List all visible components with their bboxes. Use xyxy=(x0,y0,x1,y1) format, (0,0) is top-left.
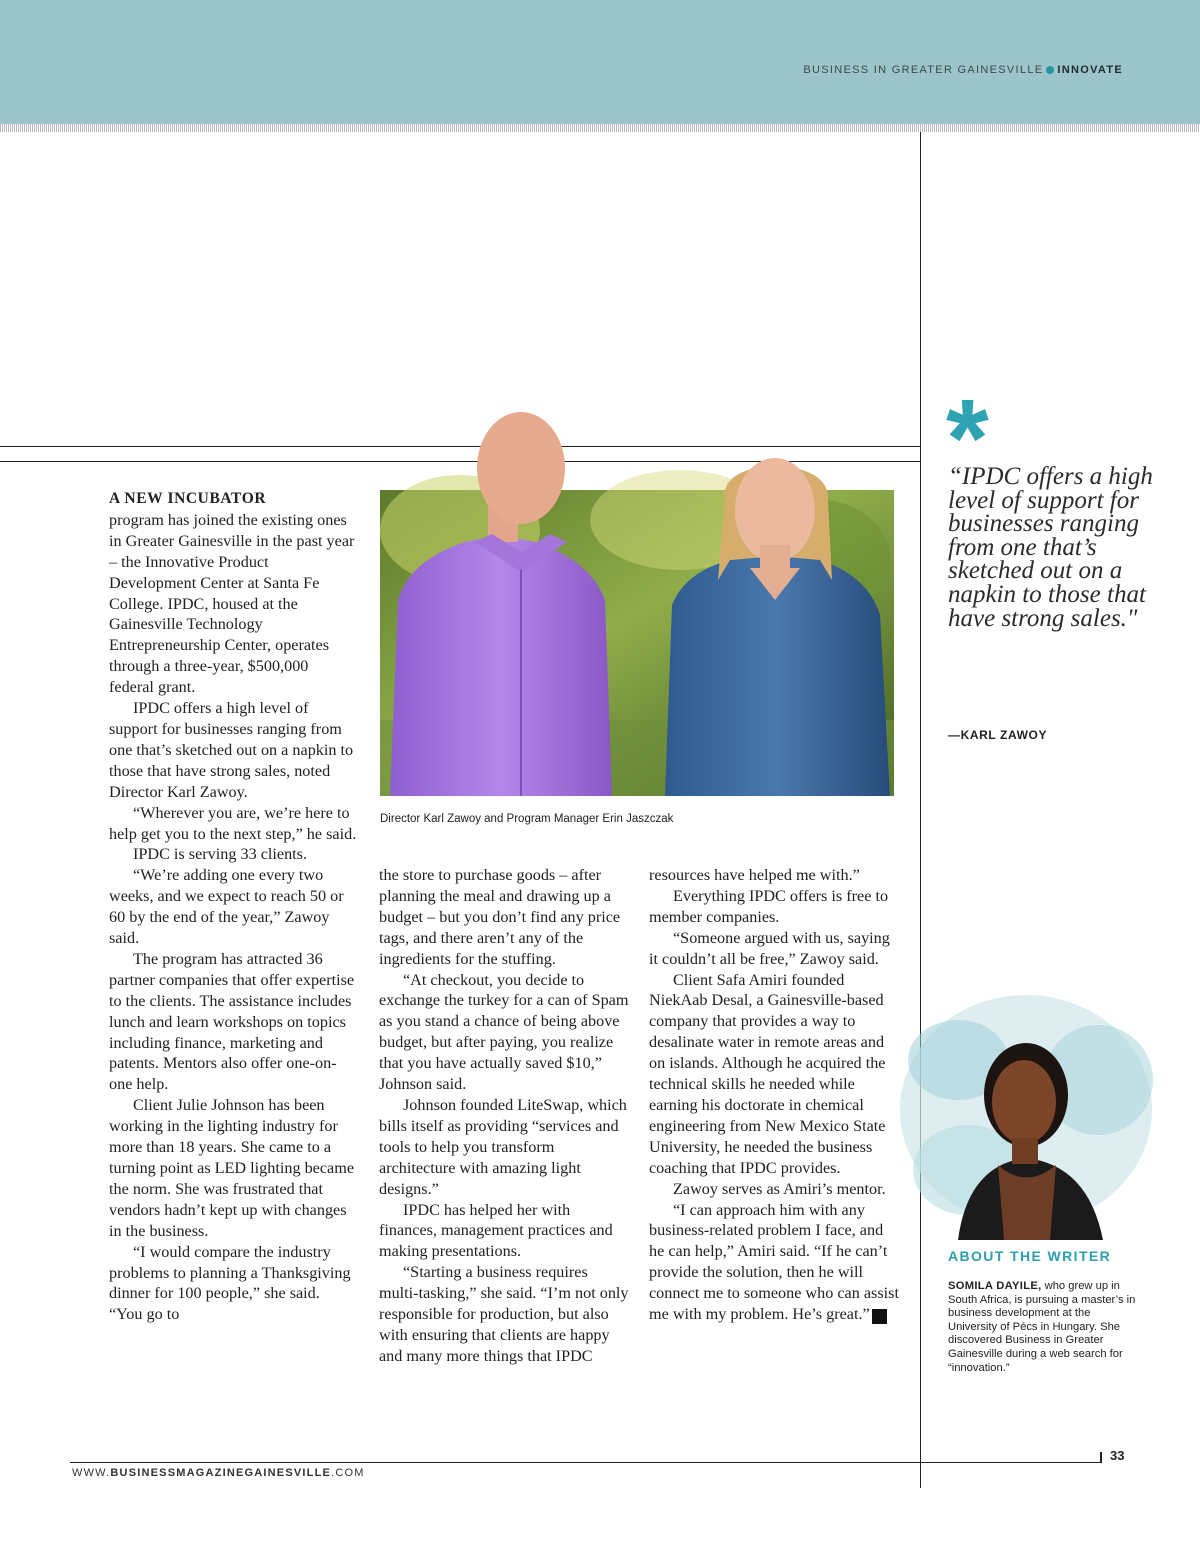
running-header-publication: BUSINESS IN GREATER GAINESVILLE xyxy=(803,64,1044,76)
paragraph: “Wherever you are, we’re here to help get you to the next step,” he said. xyxy=(109,803,357,843)
writer-name: SOMILA DAYILE, xyxy=(948,1280,1042,1292)
article-column-3 xyxy=(649,865,905,1325)
article-photo xyxy=(380,490,894,796)
paragraph: “I would compare the industry problems to planning a Thanksgiving dinner for 100 people,” she said. “You go to xyxy=(109,1242,351,1324)
about-writer-heading: ABOUT THE WRITER xyxy=(948,1248,1112,1264)
end-mark-icon: B xyxy=(872,1309,887,1324)
paragraph: The program has attracted 36 partner companies that offer expertise to the clients. The assistance includes lunch and learn workshops on topics including finance, marketing and patents. Mentors also offer one-on-one help. xyxy=(109,949,355,1094)
paragraph: the store to purchase goods – after planning the meal and drawing up a budget – but you don’t find any price tags, and there aren’t any of the ingredients for the stuffing. xyxy=(379,866,621,968)
paragraph: program has joined the existing ones in Greater Gainesville in the past year – the Innovative Product Development Center at Santa Fe College. IPDC, housed at the Gainesville Technology Entrepreneurship Center, operates through a three-year, $500,000 federal grant. xyxy=(109,510,355,697)
paragraph: Everything IPDC offers is free to member companies. xyxy=(649,886,889,926)
paragraph-last-text: “I can approach him with any business-related problem I face, and he can help,” Amiri said. “If he can’t provide the solution, then he will connect me to someone who can assist me with my problem. He’s great.” xyxy=(649,1200,899,1324)
paragraph: “Starting a business requires multi-tasking,” she said. “I’m not only responsible for production, but also with ensuring that clients are happy and many more things that IPDC xyxy=(379,1263,629,1365)
paragraph: IPDC has helped her with finances, management practices and making presentations. xyxy=(379,1200,613,1261)
footer-tick xyxy=(1100,1452,1102,1463)
footer-url-suffix: .COM xyxy=(331,1467,365,1479)
writer-portrait xyxy=(898,990,1154,1240)
footer-rule xyxy=(70,1462,1100,1463)
writer-bio-text: who grew up in South Africa, is pursuing a master’s in business development at the University of Pécs in Hungary. She discovered Business in Greater Gainesville during a web search for “innovation.” xyxy=(948,1280,1136,1374)
sidebar-divider xyxy=(920,132,921,1488)
footer-url-prefix: WWW. xyxy=(72,1467,111,1479)
pull-quote-attribution: —KARL ZAWOY xyxy=(948,728,1048,742)
about-writer-bio xyxy=(948,1280,1138,1375)
pull-quote: “IPDC offers a high level of support for businesses ranging from one that’s sketched out on a napkin to those that have strong sales." xyxy=(948,463,1153,632)
photo-caption: Director Karl Zawoy and Program Manager Erin Jaszczak xyxy=(380,813,674,825)
running-header-section: INNOVATE xyxy=(1057,64,1123,76)
bullet-dot-icon xyxy=(1046,66,1054,74)
paragraph-last xyxy=(649,1200,905,1325)
header-band xyxy=(0,0,1200,124)
running-header xyxy=(803,64,1123,76)
paragraph: “Someone argued with us, saying it couldn’t all be free,” Zawoy said. xyxy=(649,928,890,968)
footer-url[interactable] xyxy=(72,1467,365,1479)
paragraph: Johnson founded LiteSwap, which bills itself as providing “services and tools to help you transform architecture with amazing light designs.” xyxy=(379,1095,627,1198)
paragraph: IPDC offers a high level of support for businesses ranging from one that’s sketched out on a napkin to those that have strong sales, noted Director Karl Zawoy. xyxy=(109,699,354,801)
paragraph: “At checkout, you decide to exchange the turkey for a can of Spam as you stand a chance of being above budget, but after paying, you realize that you have actually saved $10,” Johnson said. xyxy=(379,970,629,1094)
article-column-2 xyxy=(379,865,629,1367)
paragraph: “We’re adding one every two weeks, and we expect to reach 50 or 60 by the end of the year,” Zawoy said. xyxy=(109,866,344,948)
paragraph: Client Safa Amiri founded NiekAab Desal, a Gainesville-based company that provides a way to desalinate water in remote areas and on islands. Although he acquired the technical skills he needed while earning his doctorate in chemical engineering from New Mexico State University, he needed the business coaching that IPDC provides. xyxy=(649,970,886,1177)
rule-top xyxy=(0,446,920,447)
paragraph: Zawoy serves as Amiri’s mentor. xyxy=(673,1179,886,1198)
asterisk-icon: * xyxy=(946,377,989,500)
header-stripe xyxy=(0,124,1200,132)
paragraph: IPDC is serving 33 clients. xyxy=(133,845,308,864)
paragraph: Client Julie Johnson has been working in the lighting industry for more than 18 years. She came to a turning point as LED lighting became the norm. She was frustrated that vendors hadn’t kept up with changes in the business. xyxy=(109,1096,355,1240)
article-column-1 xyxy=(109,489,357,1325)
kicker-heading: A NEW INCUBATOR xyxy=(109,490,267,507)
page-number: 33 xyxy=(1110,1448,1125,1463)
paragraph: resources have helped me with.” xyxy=(649,866,860,884)
footer-url-domain: BUSINESSMAGAZINEGAINESVILLE xyxy=(110,1467,332,1479)
